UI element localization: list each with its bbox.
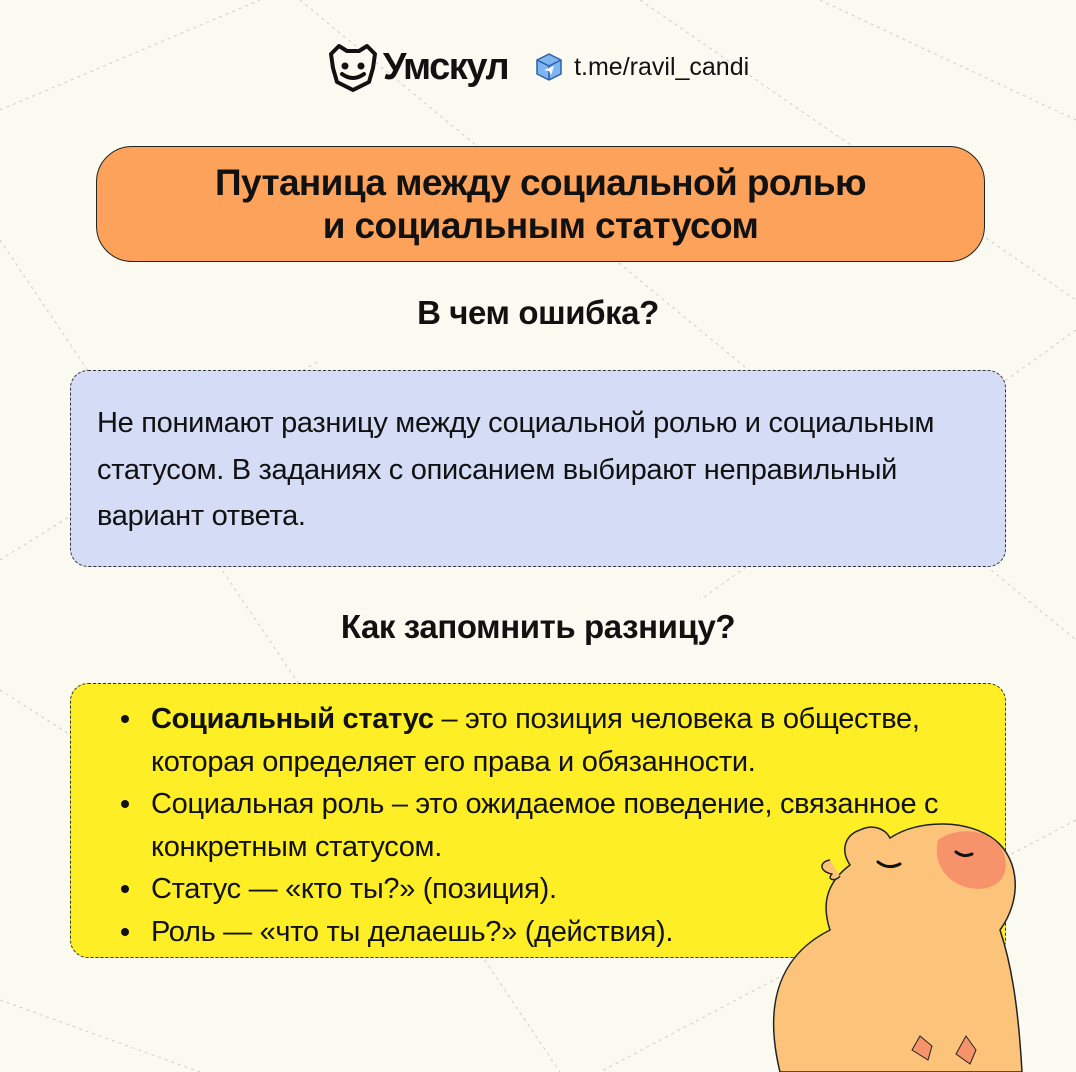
capybara-illustration [760,810,1076,1072]
bear-logo-icon [327,42,379,92]
title-line-2: и социальным статусом [322,205,759,246]
list-item [115,698,985,783]
telegram-link-text: t.me/ravil_candi [574,52,750,81]
list-item-text: Социальная роль – это ожидаемое поведение, связанное с конкретным статусом. [151,788,939,863]
header [0,36,1076,98]
list-item-text: Статус — «кто ты?» (позиция). [151,873,557,905]
mistake-box [70,370,1006,567]
list-item-text: – это позиция человека в обществе, которая определяет его права и обязанности. [151,703,920,778]
telegram-cube-icon [534,52,564,82]
title-line-1: Путаница между социальной ролью [215,162,866,203]
list-item-bold: Социальный статус [151,703,434,735]
brand-name: Умскул [382,45,509,88]
mistake-text: Не понимают разницу между социальной ролью и социальным статусом. В заданиях с описанием выбирают неправильный вариант ответа. [97,407,935,532]
title-banner [96,146,985,262]
telegram-link[interactable] [534,52,749,82]
brand[interactable] [327,42,508,92]
mistake-heading: В чем ошибка? [417,294,659,331]
list-item-text: Роль — «что ты делаешь?» (действия). [151,915,674,948]
tips-heading: Как запомнить разницу? [340,608,736,645]
